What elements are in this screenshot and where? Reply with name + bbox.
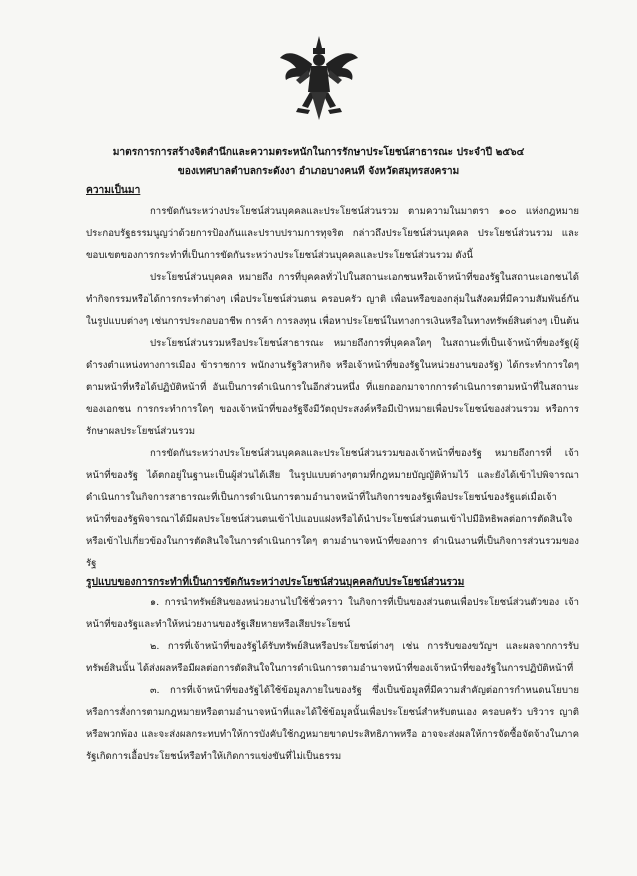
document-title: มาตรการการสร้างจิตสำนึกและความตระหนักในการรักษาประโยชน์สาธารณะ ประจำปี ๒๕๖๔ (112, 146, 525, 158)
garuda-emblem-icon (278, 34, 360, 122)
paragraph: ประโยชน์ส่วนรวมหรือประโยชน์สาธารณะ หมายถึงการที่บุคคลใดๆ ในสถานะที่เป็นเจ้าหน้าที่ของรัฐ(ผู้ดำรงตำแหน่งทางการเมือง ข้าราชการ พนักงานรัฐวิสาหกิจ หรือเจ้าหน้าที่ของรัฐในหน่วยงานของรัฐ) ได้กระทำการใดๆ ตามหน้าที่หรือได้ปฏิบัติหน้าที่ อันเป็นการดำเนินการในอีกส่วนหนึ่ง ที่แยกออกมาจากการดำเนินการตามหน้าที่ในสถานะของเอกชน การกระทำการใดๆ ของเจ้าหน้าที่ของรัฐจึงมีวัตถุประสงค์หรือมีเป้าหมายเพื่อประโยชน์ของส่วนรวม หรือการรักษาผลประโยชน์ส่วนรวม (86, 338, 579, 437)
paragraph: การขัดกันระหว่างประโยชน์ส่วนบุคคลและประโยชน์ส่วนรวม ตามความในมาตรา ๑๐๐ แห่งกฎหมายประกอบรัฐธรรมนูญว่าด้วยการป้องกันและปราบปรามการทุจริต กล่าวถึงประโยชน์ส่วนบุคคล ประโยชน์ส่วนรวม และขอบเขตของการกระทำที่เป็นการขัดกันระหว่างประโยชน์ส่วนบุคคลและประโยชน์ส่วนรวม ดังนี้ (86, 206, 579, 261)
section-conflict-forms-body (86, 592, 579, 768)
paragraph: การขัดกันระหว่างประโยชน์ส่วนบุคคลและประโยชน์ส่วนรวมของเจ้าหน้าที่ของรัฐ หมายถึงการที่ เจ้าหน้าที่ของรัฐ ได้ตกอยู่ในฐานะเป็นผู้ส่วนได้เสีย ในรูปแบบต่างๆตามที่กฎหมายบัญญัติห้ามไว้ และยังได้เข้าไปพิจารณาดำเนินการในกิจการสาธารณะที่เป็นการดำเนินการตามอำนาจหน้าที่ในกิจการของรัฐเพื่อประโยชน์ของรัฐแต่เมื่อเจ้าหน้าที่ของรัฐพิจารณาได้มีผลประโยชน์ส่วนตนเข้าไปแอบแฝงหรือได้นำประโยชน์ส่วนตนเข้าไปมีอิทธิพลต่อการตัดสินใจ หรือเข้าไปเกี่ยวข้องในการตัดสินใจในการดำเนินการใดๆ ตามอำนาจหน้าที่ของการ ดำเนินงานที่เป็นกิจการส่วนรวมของรัฐ (86, 448, 579, 569)
document-subtitle: ของเทศบาลตำบลกระดังงา อำเภอบางคนที จังหวัดสมุทรสงคราม (177, 165, 460, 177)
paragraph: ประโยชน์ส่วนบุคคล หมายถึง การที่บุคคลทั่วไปในสถานะเอกชนหรือเจ้าหน้าที่ของรัฐในสถานะเอกชนได้ทำกิจกรรมหรือได้การกระทำต่างๆ เพื่อประโยชน์ส่วนตน ครอบครัว ญาติ เพื่อนหรือของกลุ่มในสังคมที่มีความสัมพันธ์กันในรูปแบบต่างๆ เช่นการประกอบอาชีพ การค้า การลงทุน เพื่อหาประโยชน์ในทางการเงินหรือในทางทรัพย์สินต่างๆ เป็นต้น (86, 272, 579, 327)
list-item: ๓. การที่เจ้าหน้าที่ของรัฐได้ใช้ข้อมูลภายในของรัฐ ซึ่งเป็นข้อมูลที่มีความสำคัญต่อการกำหนดนโยบาย หรือการสั่งการตามกฎหมายหรือตามอำนาจหน้าที่และได้ใช้ข้อมูลนั้นเพื่อประโยชน์สำหรับตนเอง ครอบครัว บริวาร ญาติหรือพวกพ้อง และจะส่งผลกระทบทำให้การบังคับใช้กฎหมายขาดประสิทธิภาพหรือ อาจจะส่งผลให้การจัดซื้อจัดจ้างในภาครัฐเกิดการเอื้อประโยชน์หรือทำให้เกิดการแข่งขันที่ไม่เป็นธรรม (86, 685, 579, 762)
section-heading-background: ความเป็นมา (86, 184, 141, 196)
list-item: ๒. การที่เจ้าหน้าที่ของรัฐได้รับทรัพย์สินหรือประโยชน์ต่างๆ เช่น การรับของขวัญฯ และผลจากการรับทรัพย์สินนั้น ได้ส่งผลหรือมีผลต่อการตัดสินใจในการดำเนินการตามอำนาจหน้าที่ของเจ้าหน้าที่ของรัฐในการปฏิบัติหน้าที่ (86, 641, 579, 674)
list-item: ๑. การนำทรัพย์สินของหน่วยงานไปใช้ชั่วคราว ในกิจการที่เป็นของส่วนตนเพื่อประโยชน์ส่วนตัวของ เจ้าหน้าที่ของรัฐและทำให้หน่วยงานของรัฐเสียหายหรือเสียประโยชน์ (86, 597, 579, 630)
section-background-body (86, 201, 579, 575)
section-heading-conflict-forms: รูปแบบของการกระทำที่เป็นการขัดกันระหว่างประโยชน์ส่วนบุคคลกับประโยชน์ส่วนรวม (86, 576, 465, 588)
